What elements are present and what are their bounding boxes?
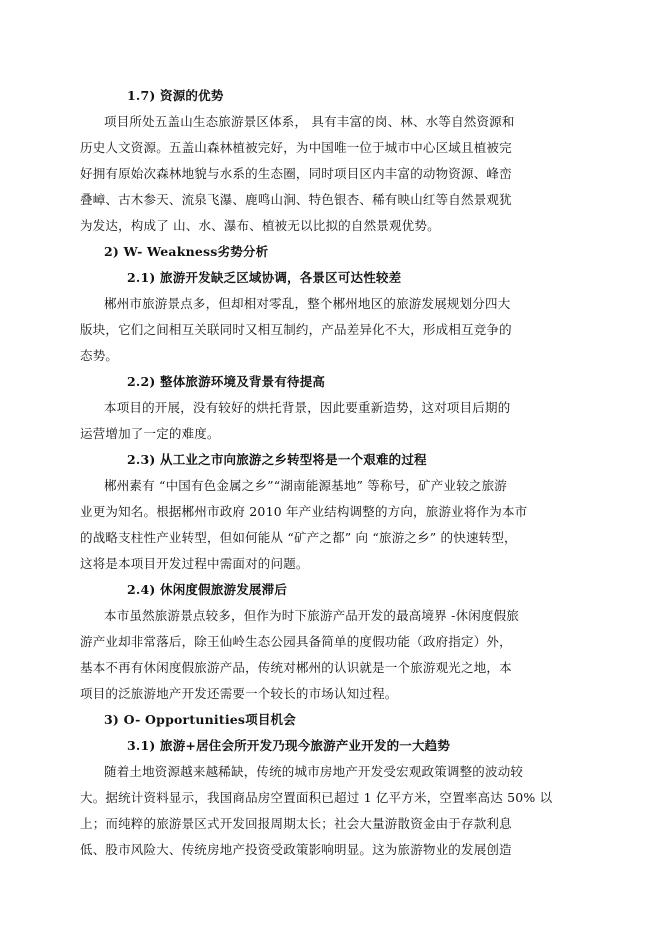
heading-2-1: 2.1) 旅游开发缺乏区域协调，各景区可达性较差: [127, 270, 402, 285]
heading-2-2: 2.2) 整体旅游环境及背景有待提高: [127, 374, 326, 389]
paragraph-line: 本项目的开展，没有较好的烘托背景，因此要重新造势，这对项目后期的: [104, 400, 511, 415]
paragraph-line: 随着土地资源越来越稀缺，传统的城市房地产开发受宏观政策调整的波动较: [104, 764, 524, 779]
heading-2-weakness: 2) W- Weakness劣势分析: [104, 244, 269, 259]
paragraph-line: 本市虽然旅游景点较多，但作为时下旅游产品开发的最高境界 -休闲度假旅: [104, 608, 519, 623]
paragraph-line: 为发达，构成了 山、水、瀑布、植被无以比拟的自然景观优势。: [80, 218, 440, 233]
paragraph-line: 大。据统计资料显示，我国商品房空置面积已超过 1 亿平方米，空置率高达 50% 以: [80, 790, 553, 805]
heading-2-4: 2.4) 休闲度假旅游发展滞后: [127, 582, 288, 597]
paragraph-line: 项目所处五盖山生态旅游景区体系， 具有丰富的岗、林、水等自然资源和: [104, 114, 515, 129]
paragraph-line: 的战略支柱性产业转型，但如何能从 “矿产之都” 向 “旅游之乡” 的快速转型，: [80, 530, 517, 545]
paragraph-line: 态势。: [80, 348, 119, 363]
paragraph-line: 叠嶂、古木参天、流泉飞瀑、鹿鸣山涧、特色银杏、稀有映山红等自然景观犹: [80, 192, 512, 207]
heading-2-3: 2.3) 从工业之市向旅游之乡转型将是一个艰难的过程: [127, 452, 427, 467]
paragraph-line: 上；而纯粹的旅游景区式开发回报周期太长；社会大量游散资金由于存款利息: [80, 816, 512, 831]
paragraph-line: 历史人文资源。五盖山森林植被完好，为中国唯一位于城市中心区域且植被完: [80, 140, 512, 155]
heading-3-1: 3.1) 旅游+居住会所开发乃现今旅游产业开发的一大趋势: [127, 738, 451, 753]
heading-1-7: 1.7) 资源的优势: [127, 88, 224, 103]
paragraph-line: 郴州市旅游景点多，但却相对零乱，整个郴州地区的旅游发展规划分四大: [104, 296, 511, 311]
paragraph-line: 郴州素有 “中国有色金属之乡”“湖南能源基地” 等称号，矿产业较之旅游: [104, 478, 508, 493]
paragraph-line: 基本不再有休闲度假旅游产品，传统对郴州的认识就是一个旅游观光之地，本: [80, 660, 512, 675]
paragraph-line: 低、股市风险大、传统房地产投资受政策影响明显。这为旅游物业的发展创造: [80, 842, 512, 857]
paragraph-line: 这将是本项目开发过程中需面对的问题。: [80, 556, 309, 571]
paragraph-line: 游产业却非常落后，除王仙岭生态公园具备简单的度假功能（政府指定）外，: [80, 634, 512, 649]
paragraph-line: 项目的泛旅游地产开发还需要一个较长的市场认知过程。: [80, 686, 398, 701]
paragraph-line: 业更为知名。根据郴州市政府 2010 年产业结构调整的方向，旅游业将作为本市: [80, 504, 528, 519]
paragraph-line: 运营增加了一定的难度。: [80, 426, 220, 441]
paragraph-line: 好拥有原始次森林地貌与水系的生态圈，同时项目区内丰富的动物资源、峰峦: [80, 166, 512, 181]
heading-3-opportunities: 3) O- Opportunities项目机会: [104, 712, 296, 727]
paragraph-line: 版块，它们之间相互关联同时又相互制约，产品差异化不大，形成相互竞争的: [80, 322, 512, 337]
